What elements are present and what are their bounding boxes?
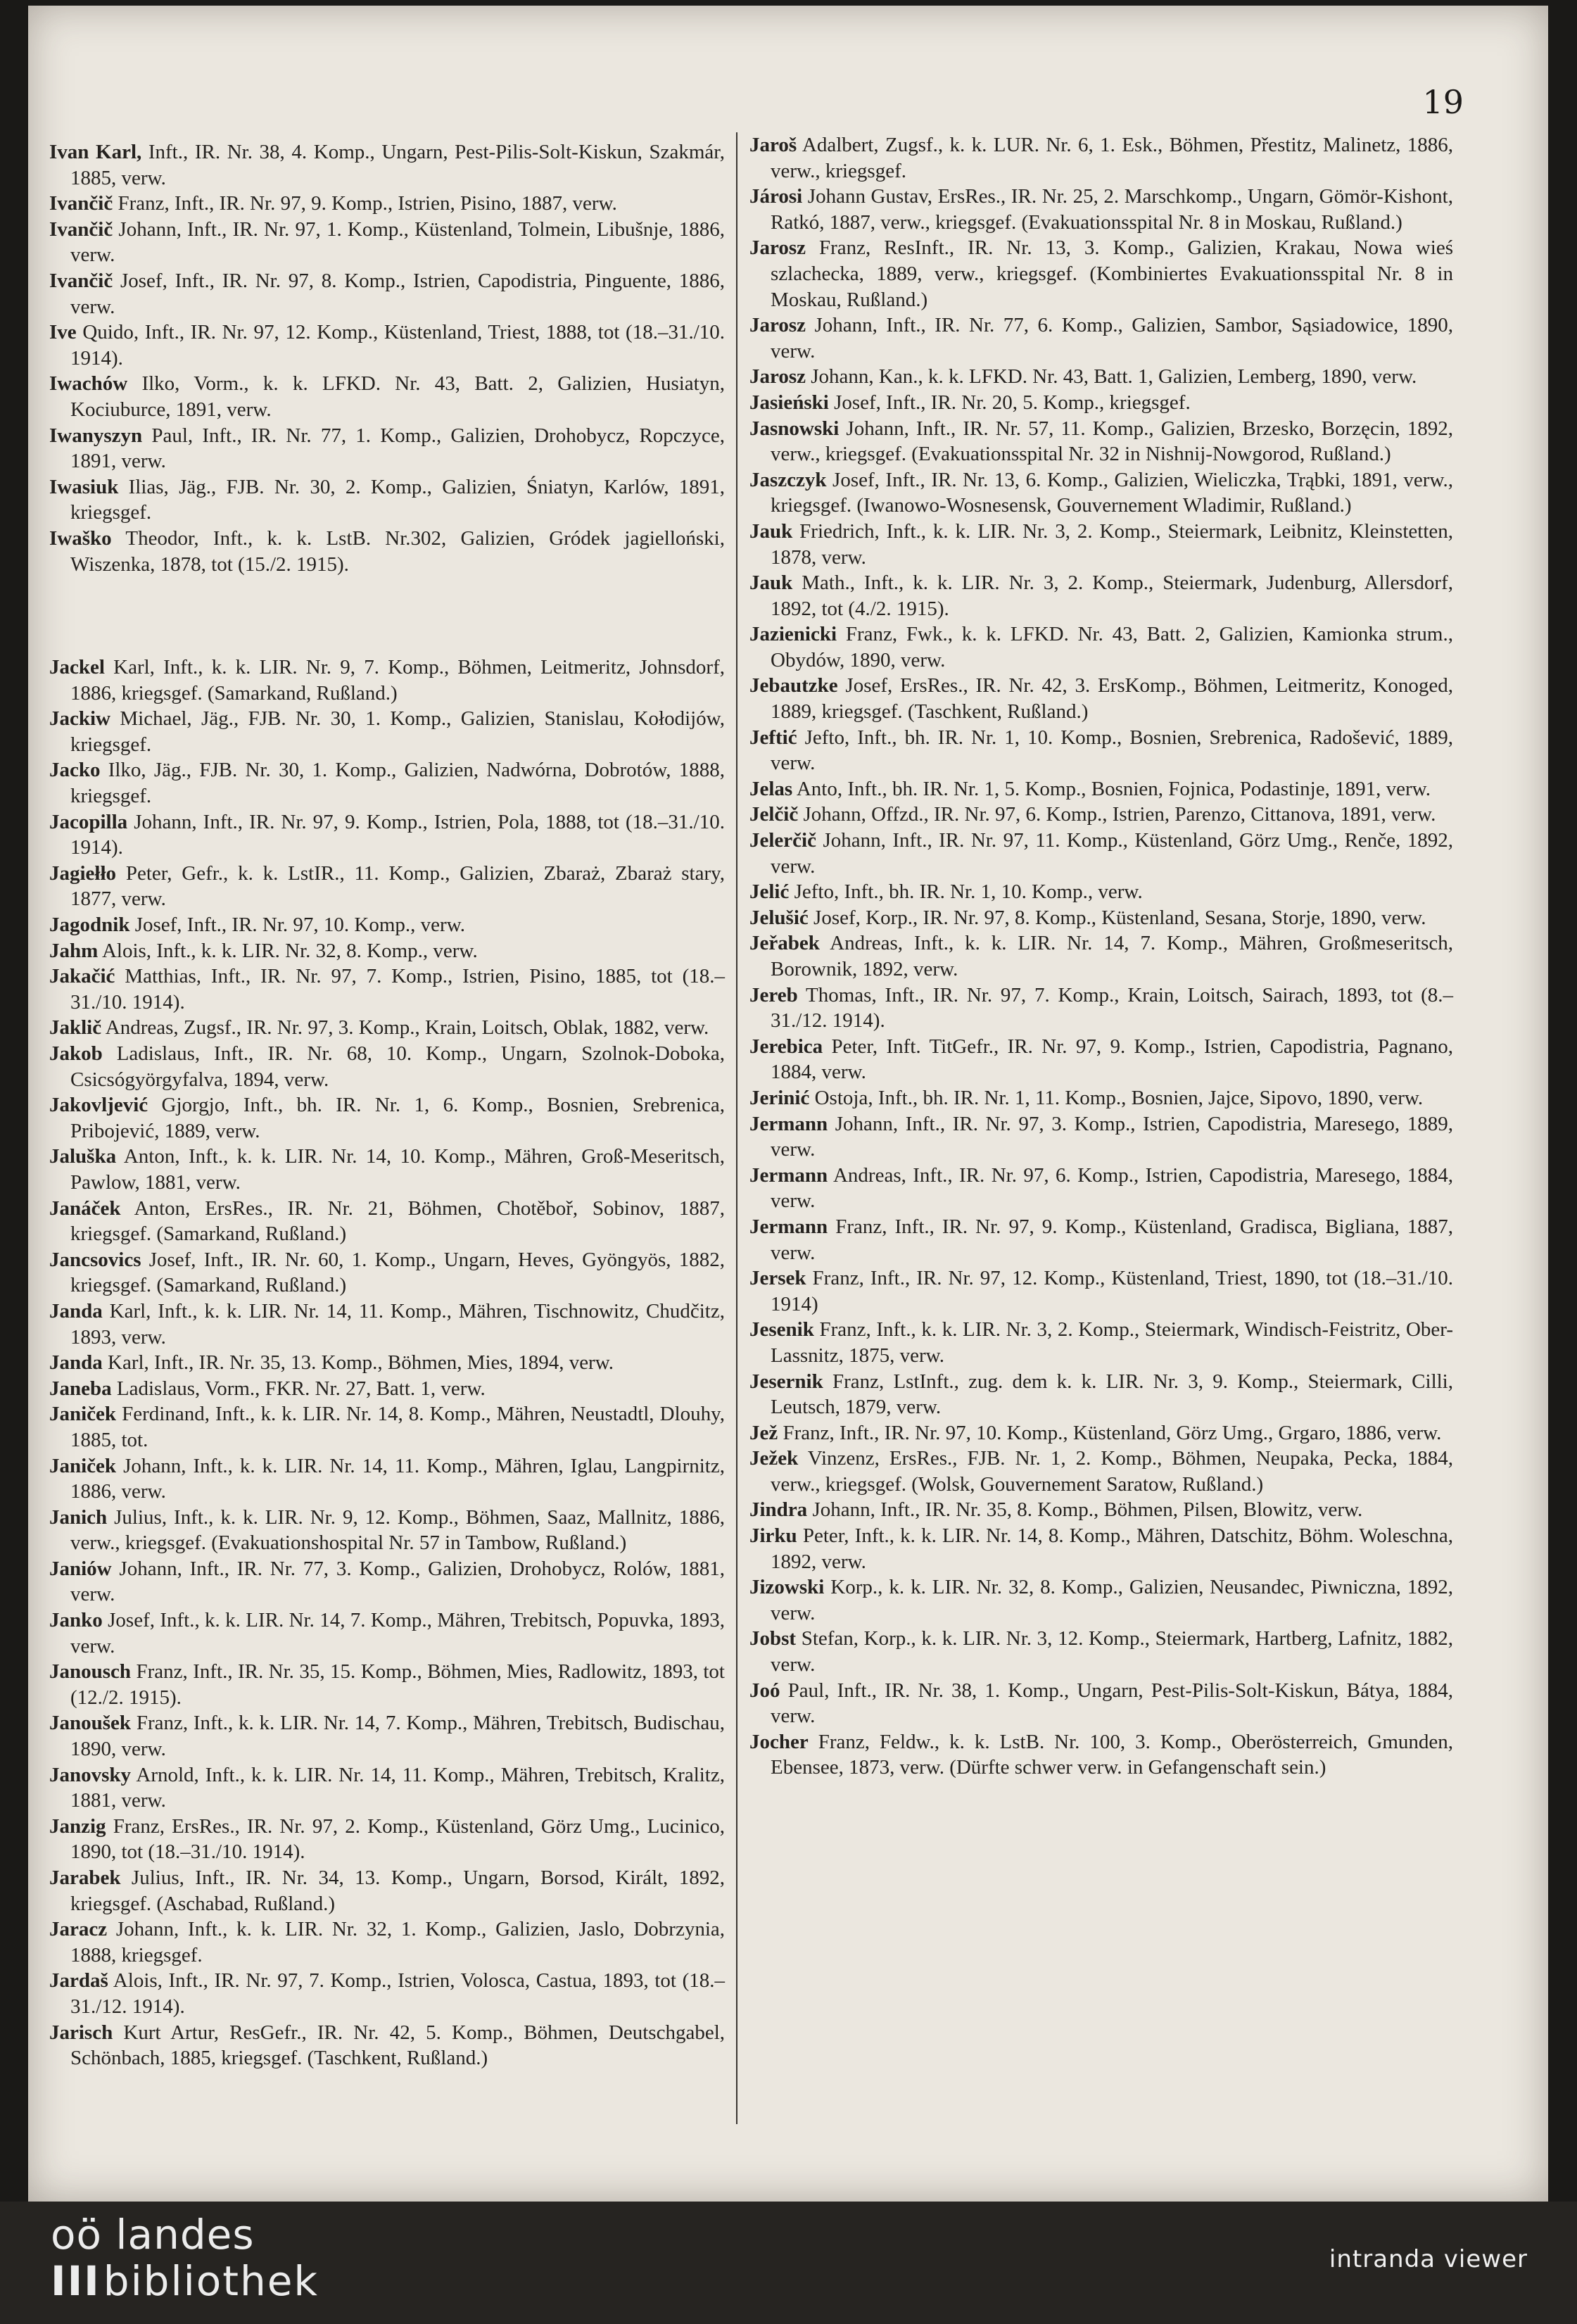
entry-surname: Jebautzke: [749, 674, 838, 697]
entry-details: Peter, Gefr., k. k. LstIR., 11. Komp., Galizien, Zbaraż, Zbaraż stary, 1877, verw.: [70, 861, 725, 911]
entry-details: Johann, Inft., IR. Nr. 97, 11. Komp., Küstenland, Görz Umg., Renče, 1892, verw.: [771, 829, 1453, 878]
casualty-entry: [749, 1729, 1453, 1781]
entry-surname: Jobst: [749, 1627, 797, 1650]
entry-surname: Jesernik: [749, 1370, 823, 1393]
entry-details: Jefto, Inft., bh. IR. Nr. 1, 10. Komp., verw.: [789, 880, 1143, 904]
casualty-entry: [49, 964, 725, 1015]
entry-details: Kurt Artur, ResGefr., IR. Nr. 42, 5. Komp., Böhmen, Deutschgabel, Schönbach, 1885, kriegsgef. (Taschkent, Rußland.): [70, 2021, 725, 2070]
casualty-entry: [749, 570, 1453, 621]
casualty-entry: [49, 1144, 725, 1195]
entry-surname: Iwachów: [49, 372, 128, 396]
entry-surname: Jarisch: [49, 2021, 113, 2044]
casualty-entry: [749, 467, 1453, 519]
casualty-entry: [749, 879, 1453, 905]
library-logo[interactable]: [51, 2211, 319, 2304]
casualty-entry: [749, 132, 1453, 184]
entry-surname: Janzig: [49, 1814, 106, 1838]
entry-details: Anton, ErsRes., IR. Nr. 21, Böhmen, Chotěboř, Sobinov, 1887, kriegsgef. (Samarkand, Rußland.): [70, 1196, 725, 1246]
casualty-entry: [49, 1196, 725, 1247]
entry-details: Karl, Inft., k. k. LIR. Nr. 9, 7. Komp., Böhmen, Leitmeritz, Johnsdorf, 1886, kriegsgef. (Samarkand, Rußland.): [70, 656, 725, 705]
entry-details: Johann, Inft., IR. Nr. 97, 9. Komp., Istrien, Pola, 1888, tot (18.–31./10. 1914).: [70, 810, 725, 859]
entry-surname: Jaszczyk: [749, 468, 827, 491]
entry-surname: Iwaško: [49, 526, 112, 550]
entry-surname: Iwanyszyn: [49, 424, 143, 447]
casualty-entry: [49, 938, 725, 964]
entry-details: Josef, Korp., IR. Nr. 97, 8. Komp., Küstenland, Sesana, Storje, 1890, verw.: [808, 906, 1426, 929]
casualty-entry: [749, 1265, 1453, 1317]
entry-details: Franz, LstInft., zug. dem k. k. LIR. Nr. 3, 9. Komp., Steiermark, Cilli, Leutsch, 1879, verw.: [771, 1370, 1453, 1419]
entry-surname: Ive: [49, 321, 77, 344]
entry-details: Josef, Inft., IR. Nr. 60, 1. Komp., Ungarn, Heves, Gyöngyös, 1882, kriegsgef. (Samarkand, Rußland.): [70, 1248, 725, 1297]
entry-surname: Jahm: [49, 939, 99, 962]
entry-details: Ilko, Jäg., FJB. Nr. 30, 1. Komp., Galizien, Nadwórna, Dobrotów, 1888, kriegsgef.: [70, 759, 725, 808]
entry-surname: Ivančič: [49, 217, 113, 241]
entry-details: Korp., k. k. LIR. Nr. 32, 8. Komp., Galizien, Neusandec, Piwniczna, 1892, verw.: [771, 1576, 1453, 1624]
entry-details: Josef, Inft., k. k. LIR. Nr. 14, 7. Komp., Mähren, Trebitsch, Popuvka, 1893, verw.: [70, 1609, 725, 1657]
casualty-entry: [49, 1092, 725, 1144]
entry-surname: Janko: [49, 1609, 103, 1632]
entry-details: Josef, Inft., IR. Nr. 13, 6. Komp., Galizien, Wieliczka, Trąbki, 1891, verw., kriegsgef. (Iwanowo-Wosnesensk, Gouvernement Wladimir, Rußland.): [771, 468, 1453, 517]
entry-surname: Jelčič: [749, 803, 799, 826]
entry-details: Adalbert, Zugsf., k. k. LUR. Nr. 6, 1. Esk., Böhmen, Přestitz, Malinetz, 1886, verw., kriegsgef.: [771, 134, 1453, 182]
casualty-entry: [49, 655, 725, 706]
casualty-entry: [49, 1659, 725, 1710]
casualty-entry: [749, 802, 1453, 828]
entry-details: Franz, Fwk., k. k. LFKD. Nr. 43, Batt. 2, Galizien, Kamionka strum., Obydów, 1890, verw.: [771, 623, 1453, 671]
entry-details: Franz, Inft., IR. Nr. 97, 9. Komp., Istrien, Pisino, 1887, verw.: [113, 192, 617, 215]
entry-surname: Jacopilla: [49, 810, 128, 833]
casualty-entry: [49, 861, 725, 912]
entry-details: Alois, Inft., k. k. LIR. Nr. 32, 8. Komp., verw.: [98, 939, 478, 962]
casualty-entry: [49, 1968, 725, 2019]
entry-surname: Jerinić: [749, 1086, 810, 1109]
entry-details: Stefan, Korp., k. k. LIR. Nr. 3, 12. Komp., Steiermark, Hartberg, Lafnitz, 1882, verw.: [771, 1627, 1453, 1676]
right-column: [749, 132, 1453, 1781]
page-number: 19: [1422, 83, 1464, 121]
entry-surname: Jelušić: [749, 906, 809, 929]
entry-details: Friedrich, Inft., k. k. LIR. Nr. 3, 2. Komp., Steiermark, Leibnitz, Kleinstetten, 1878, verw.: [771, 519, 1453, 569]
entry-details: Peter, Inft. TitGefr., IR. Nr. 97, 9. Komp., Istrien, Capodistria, Pagnano, 1884, verw.: [771, 1035, 1453, 1084]
entry-surname: Ježek: [749, 1447, 799, 1470]
casualty-entry: [49, 1015, 725, 1041]
scanned-page: [28, 6, 1548, 2202]
entry-details: Johann, Inft., IR. Nr. 57, 11. Komp., Galizien, Brzesko, Borzęcin, 1892, verw., kriegsgef. (Evakuationsspital Nr. 32 in Nishnij-Nowgorod, Rußland.): [771, 417, 1453, 466]
casualty-entry: [749, 1163, 1453, 1214]
casualty-entry: [749, 1497, 1453, 1523]
entry-surname: Jacko: [49, 759, 101, 782]
entry-surname: Jauk: [749, 571, 793, 595]
entry-details: Ostoja, Inft., bh. IR. Nr. 1, 11. Komp., Bosnien, Jajce, Sipovo, 1890, verw.: [809, 1086, 1424, 1109]
entry-details: Johann, Inft., k. k. LIR. Nr. 32, 1. Komp., Galizien, Jaslo, Dobrzynia, 1888, kriegsgef.: [70, 1918, 725, 1966]
entry-details: Johann, Inft., IR. Nr. 77, 6. Komp., Galizien, Sambor, Sąsiadowice, 1890, verw.: [771, 314, 1453, 362]
casualty-entry: [749, 1446, 1453, 1497]
entry-details: Anto, Inft., bh. IR. Nr. 1, 5. Komp., Bosnien, Fojnica, Podastinje, 1891, verw.: [792, 777, 1431, 800]
casualty-entry: [49, 1865, 725, 1916]
entry-surname: Jesenik: [749, 1318, 814, 1341]
casualty-entry: [749, 390, 1453, 416]
entry-details: Johann, Inft., IR. Nr. 97, 1. Komp., Küstenland, Tolmein, Libušnje, 1886, verw.: [70, 217, 725, 267]
casualty-entry: [49, 1556, 725, 1608]
entry-details: Josef, Inft., IR. Nr. 20, 5. Komp., kriegsgef.: [828, 391, 1191, 414]
entry-surname: Ivančič: [49, 269, 113, 292]
entry-surname: Jocher: [749, 1730, 809, 1753]
casualty-entry: [749, 828, 1453, 879]
entry-details: Franz, ErsRes., IR. Nr. 97, 2. Komp., Küstenland, Görz Umg., Lucinico, 1890, tot (18.–31./10. 1914).: [70, 1814, 725, 1864]
entry-details: Ferdinand, Inft., k. k. LIR. Nr. 14, 8. Komp., Mähren, Neustadtl, Dlouhy, 1885, tot.: [70, 1403, 725, 1451]
casualty-entry: [49, 191, 725, 217]
entry-details: Julius, Inft., IR. Nr. 34, 13. Komp., Ungarn, Borsod, Királt, 1892, kriegsgef. (Aschabad, Rußland.): [70, 1867, 725, 1915]
entry-surname: Janovsky: [49, 1763, 132, 1786]
entry-surname: Jelić: [749, 880, 790, 904]
entry-surname: Iwasiuk: [49, 475, 119, 498]
entry-surname: Janoušek: [49, 1712, 132, 1735]
entry-details: Franz, Inft., IR. Nr. 97, 9. Komp., Küstenland, Gradisca, Bigliana, 1887, verw.: [771, 1215, 1453, 1264]
entry-surname: Joó: [749, 1679, 780, 1702]
entry-surname: Jereb: [749, 983, 798, 1006]
entry-details: Johann, Inft., IR. Nr. 97, 3. Komp., Istrien, Capodistria, Maresego, 1889, verw.: [771, 1112, 1453, 1161]
entry-surname: Jež: [749, 1421, 778, 1444]
entry-details: Math., Inft., k. k. LIR. Nr. 3, 2. Komp., Steiermark, Judenburg, Allersdorf, 1892, tot (4./2. 1915).: [771, 571, 1453, 620]
left-column: [49, 139, 725, 2071]
entry-details: Johann Gustav, ErsRes., IR. Nr. 25, 2. Marschkomp., Ungarn, Gömör-Kishont, Ratkó, 1887, verw., kriegsgef. (Evakuationsspital Nr. 8 in Moskau, Rußland.): [771, 185, 1453, 234]
entry-details: Karl, Inft., IR. Nr. 35, 13. Komp., Böhmen, Mies, 1894, verw.: [102, 1351, 614, 1375]
entry-details: Paul, Inft., IR. Nr. 38, 1. Komp., Ungarn, Pest-Pilis-Solt-Kiskun, Bátya, 1884, verw.: [771, 1679, 1453, 1728]
logo-bars-icon: III: [51, 2257, 101, 2305]
entry-surname: Jindra: [749, 1498, 808, 1522]
entry-details: Andreas, Inft., k. k. LIR. Nr. 14, 7. Komp., Mähren, Großmeseritsch, Borownik, 1892, verw.: [771, 932, 1453, 980]
casualty-entry: [49, 1401, 725, 1453]
entry-details: Peter, Inft., k. k. LIR. Nr. 14, 8. Komp., Mähren, Datschitz, Böhm. Woleschna, 1892, verw.: [771, 1524, 1453, 1573]
entry-surname: Ivančič: [49, 192, 113, 215]
entry-surname: Jeftić: [749, 726, 797, 749]
logo-line-1: oö landes: [51, 2211, 255, 2259]
entry-details: Josef, ErsRes., IR. Nr. 42, 3. ErsKomp., Böhmen, Leitmeritz, Konoged, 1889, kriegsgef. (Taschkent, Rußland.): [771, 674, 1453, 724]
entry-details: Josef, Inft., IR. Nr. 97, 8. Komp., Istrien, Capodistria, Pinguente, 1886, verw.: [70, 269, 725, 318]
casualty-entry: [49, 1505, 725, 1556]
entry-surname: Jirku: [749, 1524, 797, 1548]
entry-surname: Janda: [49, 1351, 103, 1375]
entry-details: Arnold, Inft., k. k. LIR. Nr. 14, 11. Komp., Mähren, Trebitsch, Kralitz, 1881, verw.: [70, 1763, 725, 1812]
casualty-entry: [49, 474, 725, 526]
entry-details: Franz, Inft., IR. Nr. 97, 10. Komp., Küstenland, Görz Umg., Grgaro, 1886, verw.: [778, 1421, 1442, 1444]
entry-surname: Jarosz: [749, 236, 806, 260]
casualty-entry: [749, 364, 1453, 390]
casualty-entry: [749, 519, 1453, 570]
entry-details: Johann, Inft., IR. Nr. 77, 3. Komp., Galizien, Drohobycz, Rolów, 1881, verw.: [70, 1557, 725, 1606]
logo-line-2-text: bibliothek: [103, 2257, 319, 2305]
entry-details: Alois, Inft., IR. Nr. 97, 7. Komp., Istrien, Volosca, Castua, 1893, tot (18.–31./12. 1914).: [70, 1969, 725, 2018]
entry-surname: Jakačić: [49, 965, 115, 988]
entry-details: Paul, Inft., IR. Nr. 77, 1. Komp., Galizien, Drohobycz, Ropczyce, 1891, verw.: [70, 424, 725, 473]
entry-details: Ladislaus, Inft., IR. Nr. 68, 10. Komp., Ungarn, Szolnok-Doboka, Csicsógyörgyfalva, 1894, verw.: [70, 1042, 725, 1091]
entry-surname: Jelas: [749, 777, 793, 800]
casualty-entry: [49, 706, 725, 757]
casualty-entry: [749, 184, 1453, 235]
casualty-entry: [49, 371, 725, 422]
entry-details: Franz, ResInft., IR. Nr. 13, 3. Komp., Galizien, Krakau, Nowa wieś szlachecka, 1889, verw., kriegsgef. (Kombiniertes Evakuationsspital Nr. 8 in Moskau, Rußland.): [771, 236, 1453, 311]
casualty-entry: [749, 1420, 1453, 1446]
entry-details: Karl, Inft., k. k. LIR. Nr. 14, 11. Komp., Mähren, Tischnowitz, Chudčitz, 1893, verw.: [70, 1299, 725, 1349]
casualty-entry: [749, 1626, 1453, 1677]
entry-surname: Janiček: [49, 1403, 117, 1426]
entry-details: Ladislaus, Vorm., FKR. Nr. 27, Batt. 1, verw.: [111, 1377, 486, 1400]
entry-surname: Jersek: [749, 1267, 806, 1290]
casualty-entry: [749, 1034, 1453, 1085]
entry-details: Theodor, Inft., k. k. LstB. Nr.302, Galizien, Gródek jagielloński, Wiszenka, 1878, tot (15./2. 1915).: [70, 526, 725, 576]
entry-details: Thomas, Inft., IR. Nr. 97, 7. Komp., Krain, Loitsch, Sairach, 1893, tot (8.–31./12. 1914).: [771, 983, 1453, 1032]
casualty-entry: [749, 1523, 1453, 1574]
entry-details: Gjorgjo, Inft., bh. IR. Nr. 1, 6. Komp., Bosnien, Srebrenica, Pribojević, 1889, verw.: [70, 1094, 725, 1142]
casualty-entry: [749, 673, 1453, 724]
casualty-entry: [49, 139, 725, 191]
casualty-entry: [749, 1085, 1453, 1111]
casualty-entry: [49, 1762, 725, 1814]
entry-details: Quido, Inft., IR. Nr. 97, 12. Komp., Küstenland, Triest, 1888, tot (18.–31./10. 1914).: [70, 321, 725, 370]
entry-surname: Jaluška: [49, 1145, 117, 1168]
entry-surname: Járosi: [749, 185, 803, 208]
casualty-entry: [49, 1247, 725, 1299]
entry-surname: Janiów: [49, 1557, 112, 1580]
casualty-entry: [49, 1453, 725, 1505]
entry-surname: Jasieński: [749, 391, 829, 414]
casualty-entry: [49, 320, 725, 371]
entry-surname: Jarosz: [749, 314, 806, 337]
logo-line-2: [51, 2258, 319, 2304]
entry-surname: Jackiw: [49, 707, 110, 731]
entry-details: Franz, Feldw., k. k. LstB. Nr. 100, 3. Komp., Oberösterreich, Gmunden, Ebensee, 1873, verw. (Dürfte schwer verw. in Gefangenschaft sein.): [771, 1730, 1453, 1779]
entry-surname: Jagiełło: [49, 861, 117, 885]
entry-surname: Jaroš: [749, 134, 797, 156]
entry-details: Matthias, Inft., IR. Nr. 97, 7. Komp., Istrien, Pisino, 1885, tot (18.–31./10. 1914).: [70, 965, 725, 1013]
entry-details: Josef, Inft., IR. Nr. 97, 10. Komp., verw.: [129, 914, 466, 937]
casualty-entry: [749, 1678, 1453, 1729]
entry-surname: Jermann: [749, 1163, 828, 1187]
casualty-entry: [49, 1041, 725, 1092]
casualty-entry: [49, 1916, 725, 1968]
casualty-entry: [749, 776, 1453, 802]
entry-surname: Jermann: [749, 1215, 828, 1238]
entry-surname: Ivan Karl,: [49, 141, 142, 163]
entry-surname: Jeřabek: [749, 932, 820, 955]
casualty-entry: [749, 1369, 1453, 1420]
entry-details: Ilko, Vorm., k. k. LFKD. Nr. 43, Batt. 2, Galizien, Husiatyn, Kociuburce, 1891, verw.: [70, 372, 725, 421]
casualty-entry: [49, 1710, 725, 1762]
casualty-entry: [49, 757, 725, 809]
entry-details: Ilias, Jäg., FJB. Nr. 30, 2. Komp., Galizien, Śniatyn, Karlów, 1891, kriegsgef.: [70, 475, 725, 524]
entry-details: Michael, Jäg., FJB. Nr. 30, 1. Komp., Galizien, Stanislau, Kołodijów, kriegsgef.: [70, 707, 725, 756]
entry-surname: Jarosz: [749, 365, 806, 389]
entry-surname: Jaklič: [49, 1016, 102, 1040]
casualty-entry: [749, 621, 1453, 673]
entry-surname: Jaracz: [49, 1918, 108, 1941]
entry-details: Jefto, Inft., bh. IR. Nr. 1, 10. Komp., Bosnien, Srebrenica, Radošević, 1889, verw.: [771, 726, 1453, 775]
entry-surname: Jelerčič: [749, 829, 816, 852]
entry-surname: Janda: [49, 1299, 103, 1322]
section-gap: [49, 577, 725, 655]
entry-details: Johann, Offzd., IR. Nr. 97, 6. Komp., Istrien, Parenzo, Cittanova, 1891, verw.: [798, 803, 1436, 826]
casualty-entry: [749, 1214, 1453, 1265]
entry-details: Andreas, Zugsf., IR. Nr. 97, 3. Komp., Krain, Loitsch, Oblak, 1882, verw.: [101, 1016, 709, 1040]
entry-surname: Jardaš: [49, 1969, 108, 1993]
entry-surname: Janousch: [49, 1660, 132, 1684]
casualty-entry: [749, 930, 1453, 982]
entry-surname: Jermann: [749, 1112, 828, 1135]
casualty-entry: [49, 809, 725, 861]
casualty-entry: [49, 526, 725, 577]
entry-details: Inft., IR. Nr. 38, 4. Komp., Ungarn, Pest-Pilis-Solt-Kiskun, Szakmár, 1885, verw.: [70, 141, 725, 189]
casualty-entry: [749, 983, 1453, 1034]
casualty-entry: [49, 1350, 725, 1376]
entry-surname: Jauk: [749, 519, 793, 543]
casualty-entry: [749, 1574, 1453, 1626]
casualty-entry: [49, 1608, 725, 1659]
entry-surname: Jakob: [49, 1042, 103, 1065]
casualty-entry: [749, 725, 1453, 776]
casualty-entry: [49, 423, 725, 474]
entry-surname: Jasnowski: [749, 417, 840, 440]
entry-details: Johann, Inft., IR. Nr. 35, 8. Komp., Böhmen, Pilsen, Blowitz, verw.: [807, 1498, 1363, 1522]
entry-surname: Jazienicki: [749, 623, 837, 646]
entry-details: Andreas, Inft., IR. Nr. 97, 6. Komp., Istrien, Capodistria, Maresego, 1884, verw.: [771, 1163, 1453, 1213]
entry-surname: Janiček: [49, 1454, 117, 1477]
column-divider: [736, 132, 737, 2124]
entry-surname: Janeba: [49, 1377, 112, 1400]
entry-details: Franz, Inft., IR. Nr. 35, 15. Komp., Böhmen, Mies, Radlowitz, 1893, tot (12./2. 1915).: [70, 1660, 725, 1709]
entry-surname: Jagodnik: [49, 914, 130, 937]
entry-details: Anton, Inft., k. k. LIR. Nr. 14, 10. Komp., Mähren, Groß-Meseritsch, Pawlow, 1881, verw.: [70, 1145, 725, 1194]
casualty-entry: [49, 217, 725, 268]
entry-details: Franz, Inft., IR. Nr. 97, 12. Komp., Küstenland, Triest, 1890, tot (18.–31./10. 1914): [771, 1267, 1453, 1315]
casualty-entry: [49, 1814, 725, 1865]
entry-surname: Jarabek: [49, 1867, 121, 1889]
casualty-entry: [49, 268, 725, 320]
casualty-entry: [49, 1376, 725, 1402]
entry-details: Johann, Kan., k. k. LFKD. Nr. 43, Batt. 1, Galizien, Lemberg, 1890, verw.: [806, 365, 1417, 389]
entry-surname: Jakovljević: [49, 1094, 148, 1117]
entry-surname: Jerebica: [749, 1035, 823, 1058]
casualty-entry: [749, 235, 1453, 312]
entry-surname: Jancsovics: [49, 1248, 141, 1271]
casualty-entry: [749, 1111, 1453, 1163]
entry-details: Vinzenz, ErsRes., FJB. Nr. 1, 2. Komp., Böhmen, Neupaka, Pecka, 1884, verw., kriegsgef. (Wolsk, Gouvernement Saratow, Rußland.): [771, 1447, 1453, 1496]
entry-surname: Jizowski: [749, 1576, 825, 1599]
entry-surname: Jackel: [49, 656, 105, 679]
casualty-entry: [49, 2020, 725, 2071]
casualty-entry: [749, 312, 1453, 364]
viewer-footer: [0, 2202, 1577, 2324]
entry-surname: Janich: [49, 1505, 108, 1529]
entry-details: Franz, Inft., k. k. LIR. Nr. 14, 7. Komp., Mähren, Trebitsch, Budischau, 1890, verw.: [70, 1712, 725, 1761]
entry-details: Franz, Inft., k. k. LIR. Nr. 3, 2. Komp., Steiermark, Windisch-Feistritz, Ober-Lassnitz, 1875, verw.: [771, 1318, 1453, 1367]
casualty-entry: [49, 1299, 725, 1350]
casualty-entry: [749, 416, 1453, 467]
viewer-brand-label[interactable]: intranda viewer: [1329, 2245, 1528, 2273]
casualty-entry: [49, 912, 725, 938]
casualty-entry: [749, 905, 1453, 931]
entry-details: Julius, Inft., k. k. LIR. Nr. 9, 12. Komp., Böhmen, Saaz, Mallnitz, 1886, verw., kriegsgef. (Evakuationshospital Nr. 57 in Tambow, Rußland.): [70, 1505, 725, 1555]
casualty-entry: [749, 1317, 1453, 1368]
entry-details: Johann, Inft., k. k. LIR. Nr. 14, 11. Komp., Mähren, Iglau, Langpirnitz, 1886, verw.: [70, 1454, 725, 1503]
entry-surname: Janáček: [49, 1196, 121, 1220]
